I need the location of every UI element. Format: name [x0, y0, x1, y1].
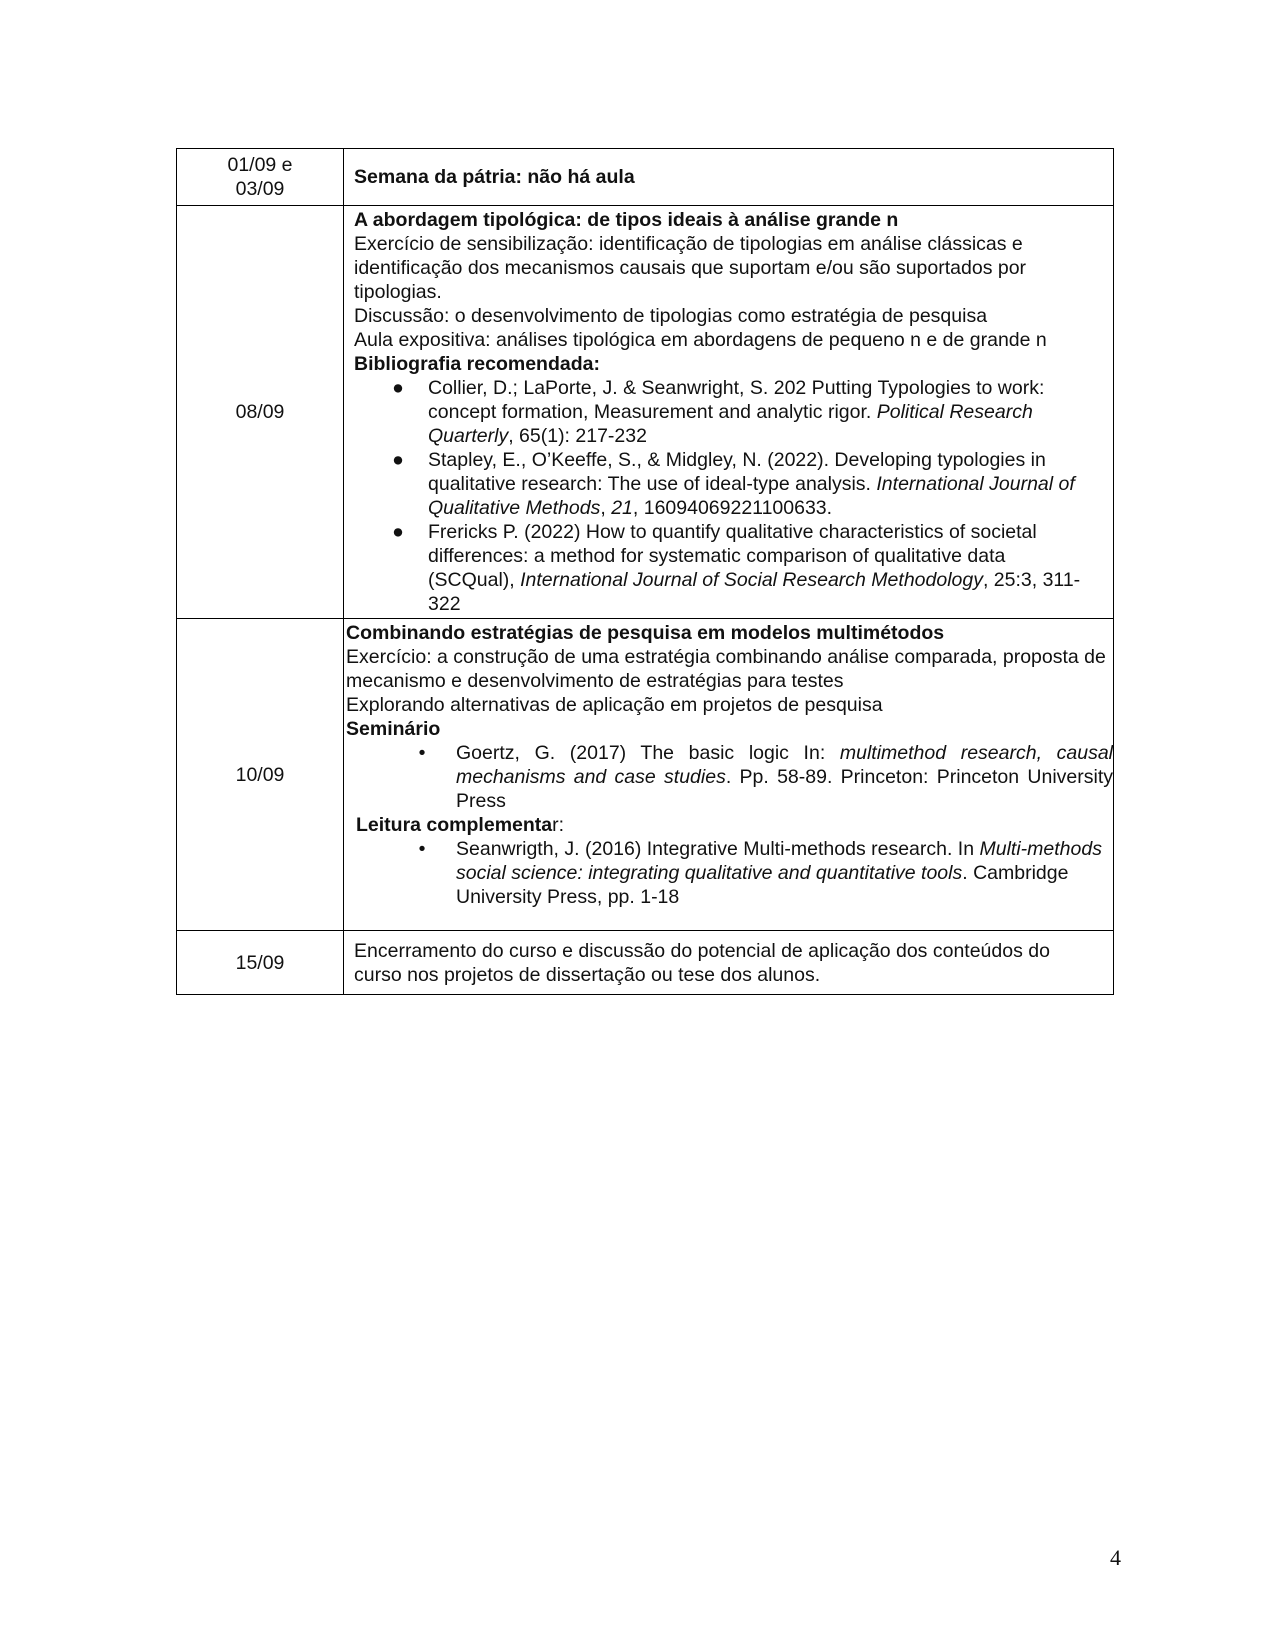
list-item: [354, 520, 1103, 616]
session-description: Encerramento do curso e discussão do potencial de aplicação dos conteúdos do curso nos projetos de dissertação ou tese dos alunos.: [354, 939, 1050, 986]
reference-text: Goertz, G. (2017) The basic logic In:: [456, 742, 840, 764]
complementary-heading-tail: r:: [552, 814, 565, 836]
seminar-heading: Seminário: [346, 718, 441, 740]
list-item: [346, 837, 1113, 909]
content-cell: [344, 206, 1114, 619]
complementary-heading: [346, 813, 1113, 837]
reference-text: , 25:3, 311-322: [428, 569, 1081, 615]
schedule-table: [176, 148, 1114, 995]
date-text: 15/09: [235, 951, 285, 974]
date-cell: [177, 206, 344, 619]
date-text: 10/09: [235, 763, 285, 786]
reference-text: Stapley, E., O’Keeffe, S., & Midgley, N. (2022). Developing typologies in qualitative research: The use of ideal-type analysis.: [428, 449, 1046, 495]
list-item: [354, 448, 1103, 520]
list-item: [346, 741, 1113, 813]
page-number: 4: [1110, 1545, 1121, 1570]
date-cell: [177, 149, 344, 206]
bibliography-heading: Bibliografia recomendada:: [354, 353, 600, 375]
content-cell: [344, 931, 1114, 995]
date-text: 03/09: [235, 178, 285, 200]
bullet-icon: •: [418, 742, 426, 764]
reference-list: [354, 376, 1103, 616]
reference-text: , 16094069221100633.: [632, 497, 833, 519]
session-description: Explorando alternativas de aplicação em projetos de pesquisa: [346, 694, 883, 716]
date-text: 01/09 e: [227, 154, 293, 176]
table-row: [177, 149, 1114, 206]
reference-title: multimethod research, causal mechanisms and case studies: [456, 742, 1114, 788]
reference-journal: Political Research Quarterly: [428, 401, 1033, 447]
reference-text: . Cambridge University Press, pp. 1-18: [456, 862, 1069, 908]
session-description: Exercício: a construção de uma estratégia combinando análise comparada, proposta de mecanismo e desenvolvimento de estratégias para testes: [346, 646, 1106, 692]
bullet-icon: ●: [392, 449, 404, 471]
content-cell: [344, 619, 1114, 931]
session-title: A abordagem tipológica: de tipos ideais à análise grande n: [354, 209, 899, 231]
reference-text: Collier, D.; LaPorte, J. & Seanwright, S. 202 Putting Typologies to work: concept formation, Measurement and analytic rigor.: [428, 377, 1045, 423]
reference-text: Seanwrigth, J. (2016) Integrative Multi-methods research. In: [456, 838, 980, 860]
bullet-icon: ●: [392, 377, 404, 399]
bullet-icon: •: [418, 838, 426, 860]
reference-journal: International Journal of Qualitative Methods: [428, 473, 1075, 519]
content-cell: [344, 149, 1114, 206]
reference-title: Multi-methods social science: integrating qualitative and quantitative tools: [456, 838, 1102, 884]
session-title: Semana da pátria: não há aula: [354, 166, 635, 188]
session-title: Combinando estratégias de pesquisa em modelos multimétodos: [346, 622, 945, 644]
session-description: Discussão: o desenvolvimento de tipologias como estratégia de pesquisa: [354, 305, 988, 327]
date-cell: [177, 931, 344, 995]
date-text: 08/09: [235, 401, 285, 423]
reference-journal: International Journal of Social Research Methodology: [520, 569, 983, 591]
list-item: [354, 376, 1103, 448]
reference-list: [346, 741, 1113, 813]
table-row: [177, 931, 1114, 995]
reference-text: . Pp. 58-89. Princeton: Princeton University Press: [456, 766, 1114, 812]
reference-text: ,: [600, 497, 612, 519]
date-cell: [177, 619, 344, 931]
reference-list: [346, 837, 1113, 909]
complementary-heading-bold: Leitura complementa: [356, 814, 553, 836]
bullet-icon: ●: [392, 521, 404, 543]
reference-text: , 65(1): 217-232: [508, 425, 647, 447]
session-description: Exercício de sensibilização: identificação de tipologias em análise clássicas e identificação dos mecanismos causais que suportam e/ou são suportados por tipologias.: [354, 233, 1027, 303]
table-row: [177, 619, 1114, 931]
reference-volume: 21: [611, 497, 633, 519]
table-row: [177, 206, 1114, 619]
reference-text: Frericks P. (2022) How to quantify qualitative characteristics of societal differences: a method for systematic comparison of qualitative data (SCQual),: [428, 521, 1037, 591]
session-description: Aula expositiva: análises tipológica em abordagens de pequeno n e de grande n: [354, 329, 1047, 351]
